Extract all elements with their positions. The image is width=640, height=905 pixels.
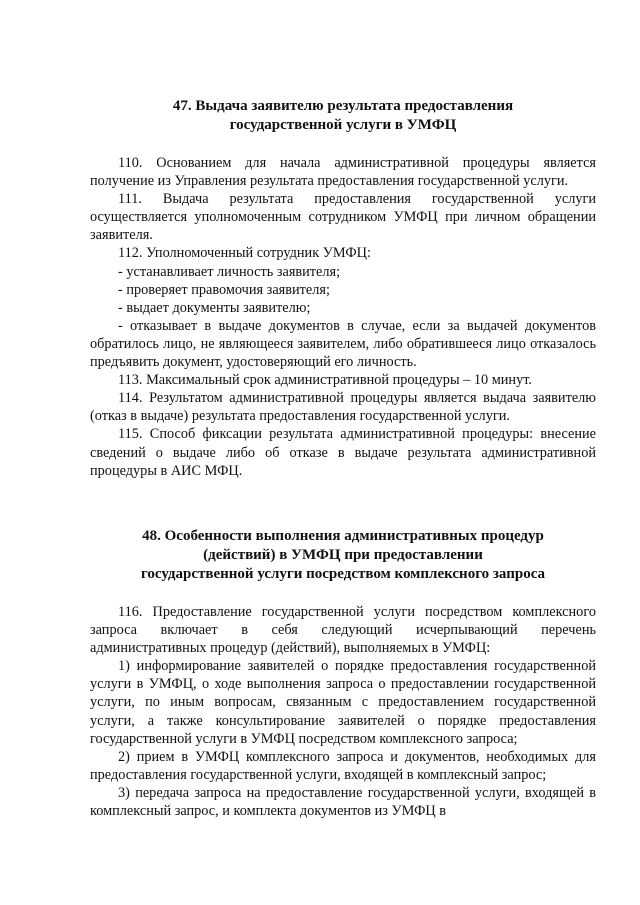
list-item: - проверяет правомочия заявителя; [118, 281, 330, 298]
paragraph-113: 113. Максимальный срок административной процедуры – 10 минут. [118, 372, 532, 389]
list-item: - выдает документы заявителю; [118, 299, 311, 316]
heading-line: государственной услуги посредством комплексного запроса [140, 566, 546, 582]
heading-line: 48. Особенности выполнения административных процедур [142, 528, 544, 544]
paragraph-111: 111. Выдача результата предоставления государственной услуги осуществляется уполномоченным сотрудником УМФЦ при личном обращении заявителя. [90, 191, 596, 244]
paragraph-116: 116. Предоставление государственной услуги посредством комплексного запроса включает в себя следующий исчерпывающий перечень административных процедур (действий), выполняемых в УМФЦ: [90, 604, 596, 657]
list-item: 3) передача запроса на предоставление государственной услуги, входящей в комплексный запрос, и комплекта документов из УМФЦ в [90, 784, 596, 820]
section-47 [90, 97, 596, 480]
list-item: - устанавливает личность заявителя; [118, 263, 341, 280]
section-47-heading [90, 97, 596, 135]
list-item: 1) информирование заявителей о порядке предоставления государственной услуги в УМФЦ, о ходе выполнения запроса о предоставлении государственной услуги, по иным вопросам, связанным с предоставлением государственной услуги, а также консультирование заявителей о порядке предоставления государственной услуги в УМФЦ посредством комплексного запроса; [90, 658, 596, 747]
paragraph-114: 114. Результатом административной процедуры является выдача заявителю (отказ в выдаче) результата предоставления государственной услуги. [90, 390, 596, 425]
list-item: 2) прием в УМФЦ комплексного запроса и документов, необходимых для предоставления государственной услуги, входящей в комплексный запрос; [90, 748, 596, 783]
paragraph-115: 115. Способ фиксации результата административной процедуры: внесение сведений о выдаче либо об отказе в выдаче результата административной процедуры в АИС МФЦ. [90, 426, 596, 479]
section-47-body [90, 154, 596, 480]
paragraph-110: 110. Основанием для начала административной процедуры является получение из Управления результата предоставления государственной услуги. [90, 155, 596, 190]
heading-line: 47. Выдача заявителю результата предоставления [172, 98, 514, 114]
section-48 [90, 527, 596, 820]
heading-line: государственной услуги в УМФЦ [229, 117, 457, 133]
section-48-heading [90, 527, 596, 584]
heading-line: (действий) в УМФЦ при предоставлении [203, 547, 483, 563]
section-48-body [90, 603, 596, 820]
list-item: - отказывает в выдаче документов в случае, если за выдачей документов обратилось лицо, не являющееся заявителем, либо обратившееся лицо отказалось предъявить документ, удостоверяющий его личность. [90, 317, 596, 371]
paragraph-112: 112. Уполномоченный сотрудник УМФЦ: [118, 245, 371, 262]
